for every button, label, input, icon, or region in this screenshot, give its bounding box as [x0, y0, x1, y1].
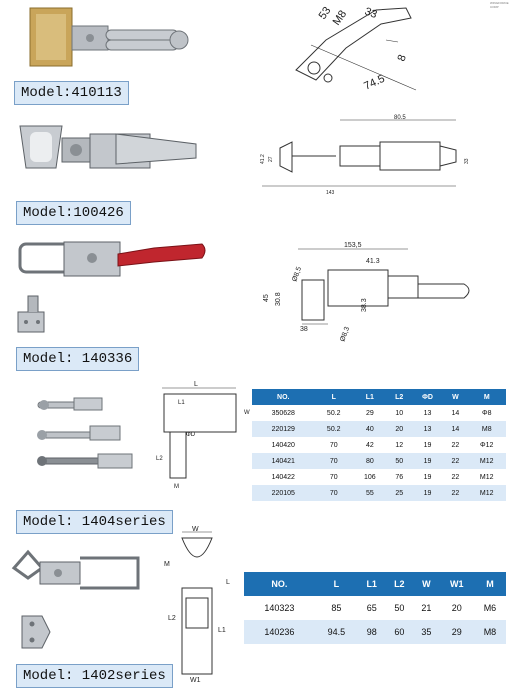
table-cell: 85 [331, 603, 342, 613]
column-header: NO. [244, 572, 315, 596]
column-header: L1 [358, 572, 386, 596]
table-cell: 70 [314, 485, 353, 501]
dim-33: 33 [362, 5, 379, 22]
table-cell: 140420 [271, 441, 295, 449]
dim-41-2: 41.2 [260, 154, 266, 164]
spec-table-1402 [244, 572, 506, 644]
table-cell: 50 [394, 603, 405, 613]
table-row [252, 405, 506, 421]
table-cell: 19 [423, 441, 432, 449]
dim-8: 8 [395, 53, 409, 64]
table-cell: 19 [412, 453, 444, 469]
dim-153-5: 153,5 [344, 242, 362, 249]
drawing-1402 [160, 524, 240, 684]
dim-l1-1402: L1 [218, 627, 226, 634]
table-cell: M6 [483, 603, 497, 613]
table-cell: 98 [358, 620, 386, 644]
table-cell: 22 [451, 441, 460, 449]
dim-38: 38 [300, 326, 308, 333]
dim-m-1402: M [164, 561, 170, 568]
table-row [252, 453, 506, 469]
table-row [252, 469, 506, 485]
dim-53: 53 [316, 4, 334, 22]
table-cell: 22 [443, 453, 467, 469]
dim-l2-1402: L2 [168, 615, 176, 622]
table-row [252, 485, 506, 501]
dim-l: L [194, 381, 198, 388]
table-cell: 350628 [271, 409, 295, 417]
table-row [252, 437, 506, 453]
table-cell: 60 [386, 620, 414, 644]
table-cell: 13 [412, 421, 444, 437]
table-cell: 76 [395, 473, 404, 481]
table-cell: 140323 [264, 603, 295, 613]
column-header: W [443, 389, 467, 405]
drawing-140336 [258, 236, 490, 346]
table-cell: 19 [423, 473, 432, 481]
dim-w-1402: W [192, 526, 199, 533]
table-cell: 12 [395, 441, 404, 449]
table-cell: 50 [387, 453, 412, 469]
table-cell: 50.2 [314, 421, 353, 437]
column-header: M [467, 389, 506, 405]
column-header: L1 [353, 389, 387, 405]
dim-m: M [174, 484, 179, 490]
table-cell: M12 [467, 485, 506, 501]
dim-l-1402: L [226, 579, 230, 586]
dim-m8: M8 [330, 8, 350, 28]
bolt-latch-1404-photo [34, 392, 138, 476]
model-label-1402series: Model: 1402series [16, 664, 173, 688]
dim-w1-1402: W1 [190, 677, 201, 684]
table-cell: 220129 [252, 421, 314, 437]
table-cell: 140422 [271, 473, 295, 481]
table-cell: 70 [314, 453, 353, 469]
table-cell: Φ12 [480, 441, 494, 449]
model-label-1404series: Model: 1404series [16, 510, 173, 534]
table-cell: 65 [366, 603, 377, 613]
table-cell: 94.5 [315, 620, 358, 644]
latch-100426-photo [16, 118, 202, 186]
table-cell: 35 [413, 620, 440, 644]
column-header: W [413, 572, 440, 596]
table-cell: 55 [353, 485, 387, 501]
clamp-140336-photo [14, 234, 210, 286]
table-cell: 140236 [244, 620, 315, 644]
table-cell: 70 [329, 473, 338, 481]
corner-mark: WINGFORCE CORP [490, 1, 509, 9]
dim-27: 27 [268, 156, 274, 162]
table-cell: 21 [421, 603, 432, 613]
table-cell: M8 [467, 421, 506, 437]
table-cell: 70 [329, 441, 338, 449]
table-row [244, 596, 506, 620]
dim-l2: L2 [156, 456, 163, 462]
dim-d8-3: Ø8,3 [339, 326, 352, 343]
table-cell: M8 [474, 620, 506, 644]
table-cell: 106 [364, 473, 376, 481]
table-cell: 29 [365, 409, 374, 417]
dim-38-3: 38.3 [361, 298, 368, 312]
table-cell: 20 [451, 603, 462, 613]
spec-table-1404 [252, 389, 506, 501]
dim-143: 143 [326, 190, 335, 196]
table-cell: 140421 [252, 453, 314, 469]
column-header: L [314, 389, 353, 405]
catch-plate-140336-photo [14, 292, 50, 338]
column-header: NO. [252, 389, 314, 405]
dim-41-3: 41.3 [366, 258, 380, 265]
table-cell: 22 [451, 473, 460, 481]
column-header: L [315, 572, 358, 596]
table-cell: M12 [467, 453, 506, 469]
dim-l1: L1 [178, 400, 185, 406]
dim-45: 45 [263, 294, 270, 302]
table-cell: 20 [387, 421, 412, 437]
dim-d8-5: Ø8,5 [291, 266, 304, 283]
column-header: L2 [386, 572, 414, 596]
table-cell: 25 [387, 485, 412, 501]
column-header: M [474, 572, 506, 596]
latch-1402-photo [10, 548, 144, 606]
table-cell: 220105 [252, 485, 314, 501]
table-cell: M12 [479, 473, 494, 481]
table-cell: 10 [395, 409, 404, 417]
dim-w: W [244, 410, 250, 416]
table-cell: 29 [440, 620, 474, 644]
toggle-clamp-410113-photo [14, 4, 194, 72]
table-cell: Φ8 [481, 409, 492, 417]
table-cell: 14 [443, 421, 467, 437]
model-label-140336: Model: 140336 [16, 347, 139, 371]
table-cell: 13 [423, 409, 432, 417]
table-cell: 42 [365, 441, 374, 449]
column-header: ΦD [412, 389, 444, 405]
drawing-410113 [286, 0, 446, 100]
table-cell: 40 [353, 421, 387, 437]
drawing-100426 [256, 112, 486, 202]
drawing-1404 [146, 380, 250, 490]
table-cell: 19 [412, 485, 444, 501]
catch-plate-1402-photo [18, 612, 54, 652]
dim-30-8: 30.8 [275, 292, 282, 306]
table-cell: 50.2 [326, 409, 341, 417]
column-header: L2 [387, 389, 412, 405]
model-label-410113: Model:410113 [14, 81, 129, 105]
table-row [244, 620, 506, 644]
model-label-100426: Model:100426 [16, 201, 131, 225]
table-header-row [252, 389, 506, 405]
dim-phid: ΦD [186, 432, 196, 438]
dim-80-5: 80.5 [394, 115, 406, 121]
dim-33b: 33 [464, 158, 470, 164]
table-cell: 80 [353, 453, 387, 469]
dim-74-5: 74.5 [362, 72, 387, 93]
table-header-row [244, 572, 506, 596]
table-cell: 22 [443, 485, 467, 501]
table-cell: 14 [451, 409, 460, 417]
table-row [252, 421, 506, 437]
column-header: W1 [440, 572, 474, 596]
